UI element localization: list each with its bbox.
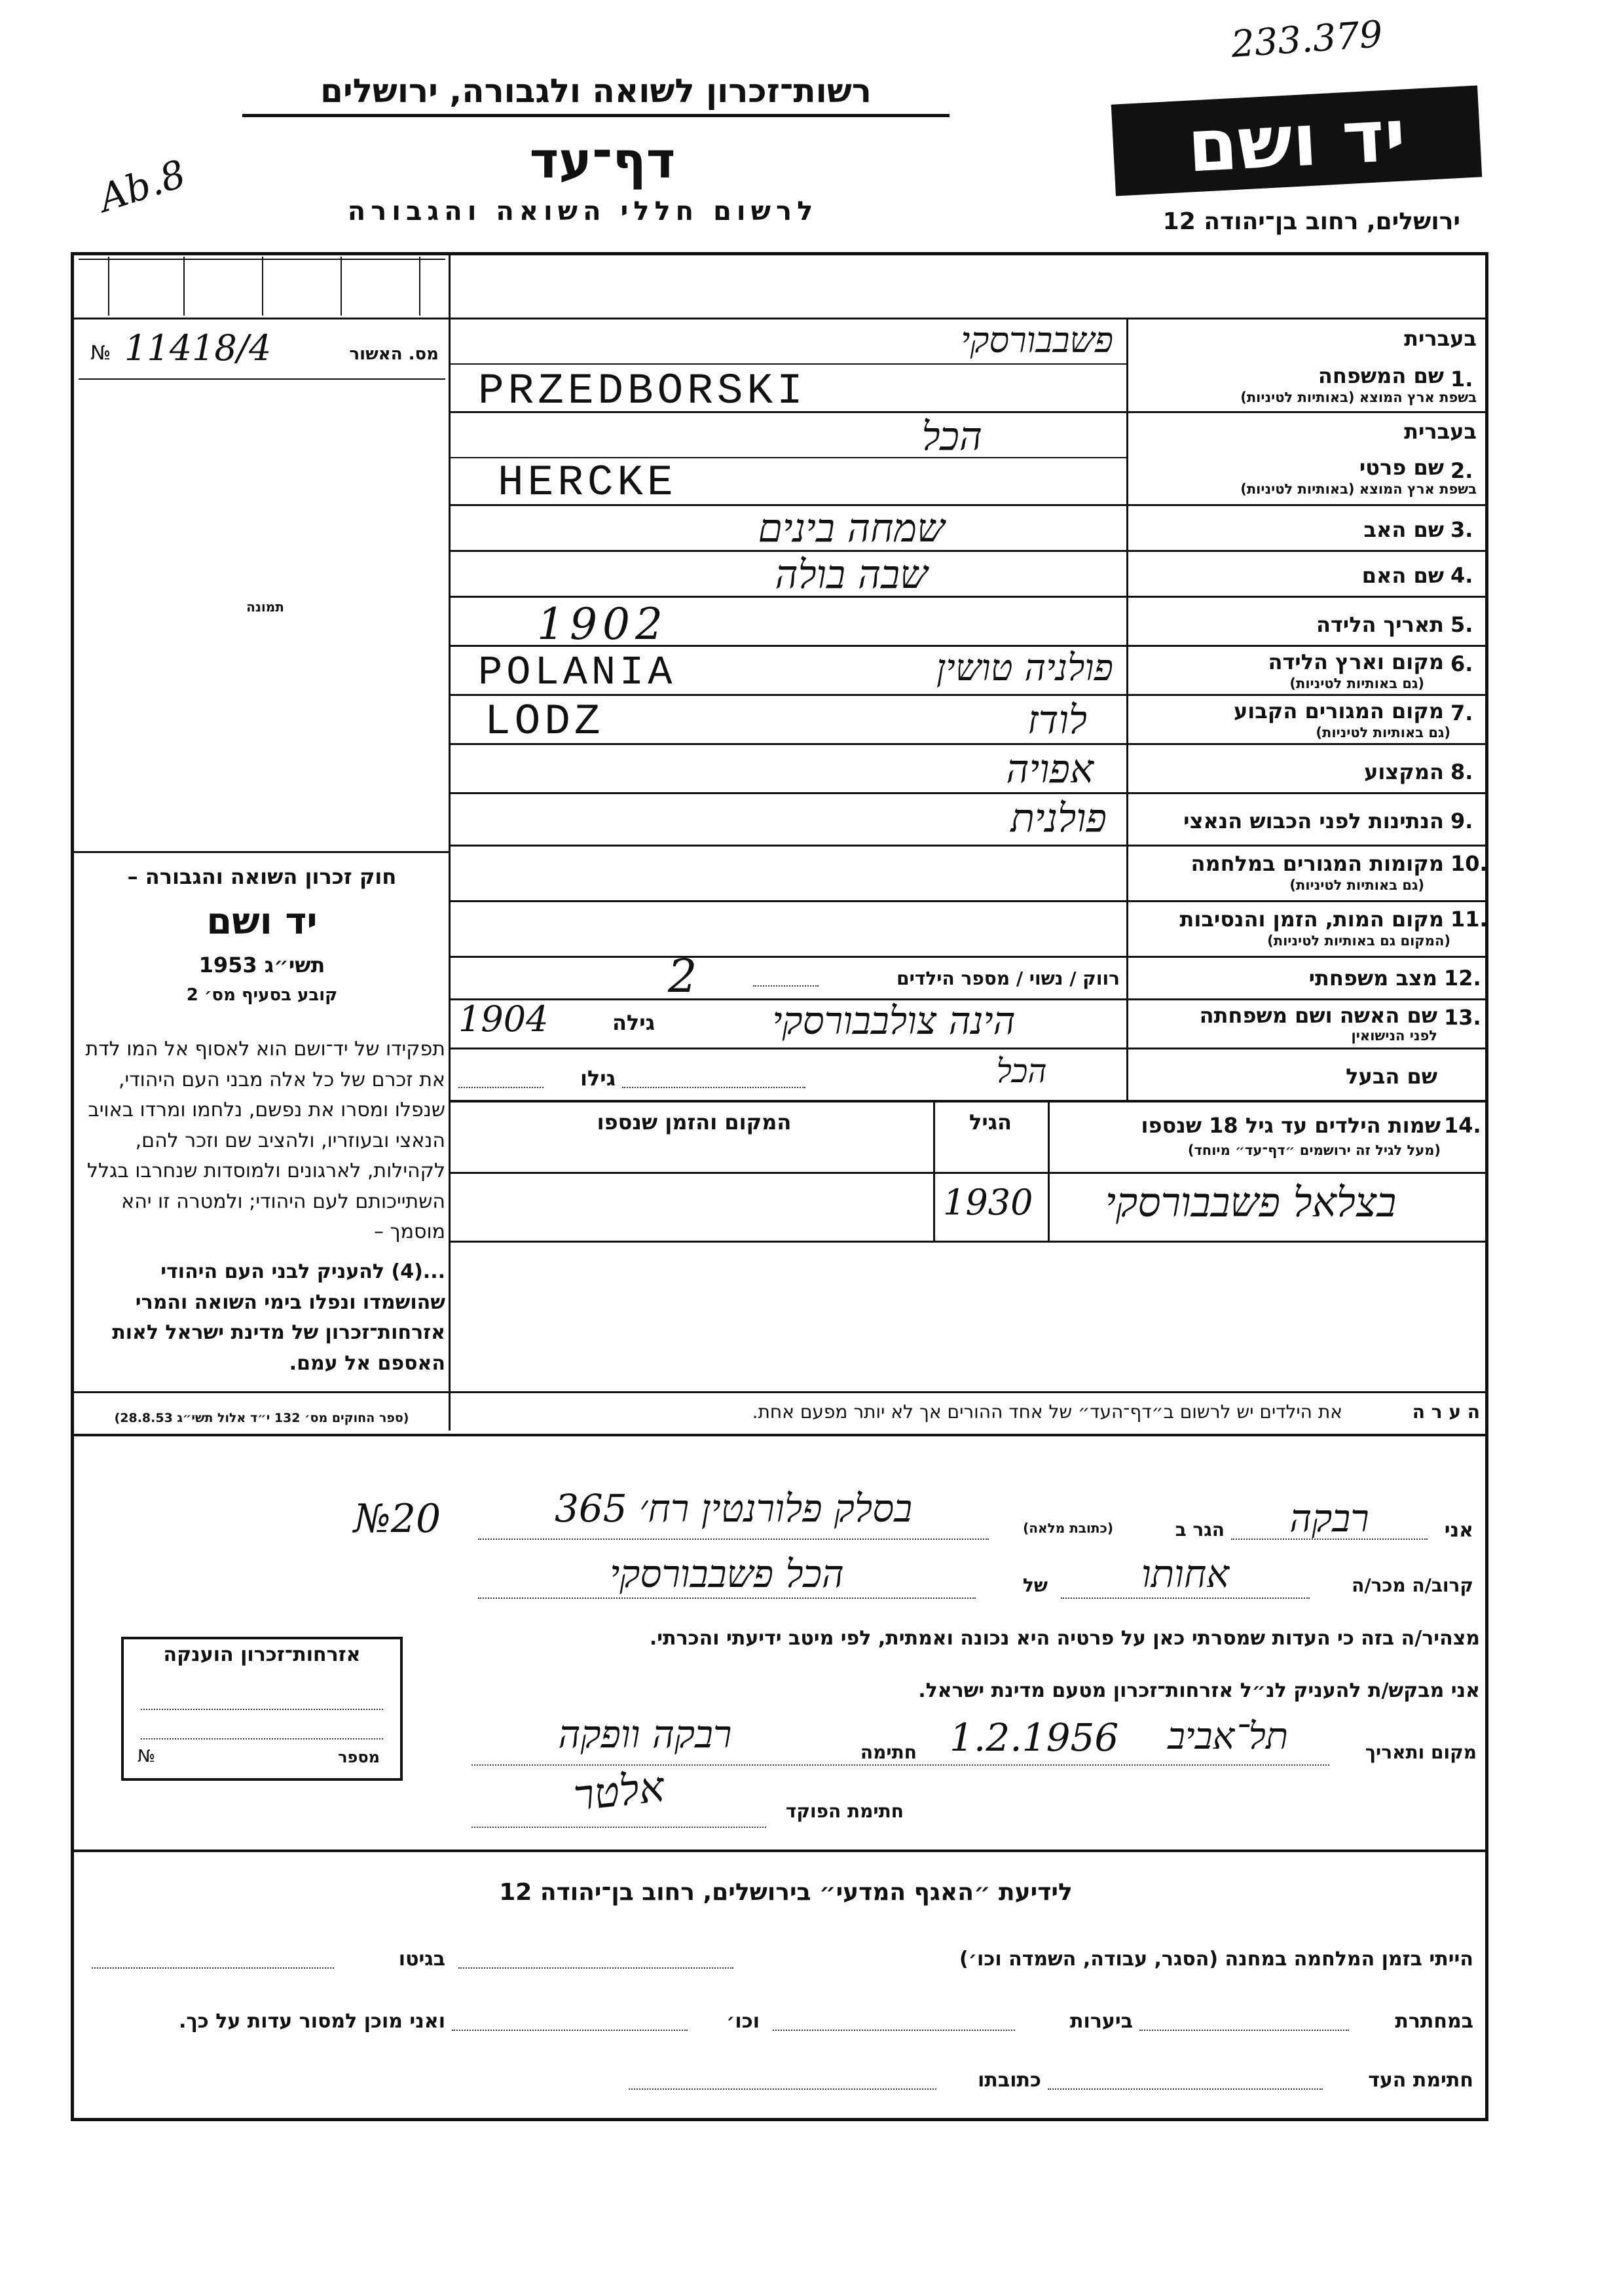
field-13-husband-name: הכל [996,1052,1047,1090]
relation: אחותו [1141,1552,1230,1596]
child-age: 1930 [943,1182,1033,1223]
dotted-line [92,1967,334,1969]
field-6-number: 6. [1450,651,1473,676]
dotted-line [753,985,819,987]
dotted-line [458,1087,544,1088]
law-box-top [71,851,451,853]
field-9-number: 9. [1450,809,1473,833]
field-3-label: שם האב [1363,517,1444,542]
field-2-number: 2. [1450,458,1473,483]
top-row-divider [71,318,1488,319]
field-12-label: מצב משפחתי [1308,966,1437,991]
label-column-divider [1126,318,1128,1100]
field-11-label: מקום המות, הזמן והנסיבות [1179,907,1444,932]
citizenship-number-symbol: № [138,1747,156,1766]
field-1-sub: בשפת ארץ המוצא (באותיות לטיניות) [1240,390,1477,405]
field-2-lang-label: בעברית [1404,419,1477,444]
row-line [451,1241,1488,1243]
field-7-value: לודז [1027,697,1087,743]
declaration-place: תל־אביב [1167,1715,1289,1758]
field-11-sub: (המקום גם באותיות לטיניות) [1267,933,1450,949]
law-paragraph-1: תפקידו של יד־ושם הוא לאסוף אל המו לדת את זכרם של כל אלה מבני העם היהודי, שנפלו ומסרו את נפשם, נלחמו ומרדו באויב הנאצי ובעוזריו, ולהציב שם וזכר להם, לקהילות, לארגונים ולמוסדות שנחרבו בגלל השתייכותם לעם היהודי; ולמטרה זו יהא מוסמך – [85,1038,445,1243]
row-line [451,956,1488,958]
row-line [71,1391,1488,1393]
dotted-line [1139,2030,1349,2031]
footer-line-3-a: חתימת העד [1368,2069,1473,2092]
field-13-husband-label: שם הבעל [1346,1064,1437,1089]
row-line [451,792,1488,794]
relation-label: קרוב/ה מכר/ה [1352,1575,1473,1596]
field-13-sub: לפני הנישואין [1351,1028,1437,1044]
dotted-line [141,1709,383,1710]
field-13-number: 13. [1444,1005,1481,1030]
row-line [451,900,1488,902]
field-13-wife-name: הינה צולבבורסקי [772,998,1016,1043]
field-12-status-label: רווק / נשוי / מספר הילדים [896,968,1120,989]
note-text: את הילדים יש לרשום ב״דף־העד״ של אחד ההורים אך לא יותר מפעם אחת. [752,1401,1342,1423]
law-citation: (ספר החוקים מס׳ 132 י״ד אלול תשי״ג 28.8.53) [114,1411,409,1425]
field-1-hebrew-value: פשבבורסקי [961,319,1113,361]
authority-name: רשות־זכרון לשואה ולגבורה, ירושלים [242,72,950,117]
field-14-number: 14. [1444,1113,1481,1138]
official-signature-label: חתימת הפוקד [785,1800,904,1822]
dotted-line [1061,1597,1310,1599]
official-signature: אלטר [571,1762,667,1821]
field-1-latin-value: PRZEDBORSKI [478,367,807,416]
field-8-label: המקצוע [1364,759,1444,784]
relation-of: של [1022,1575,1048,1596]
field-8-value: אפויה [1006,746,1094,792]
dotted-line [1048,2088,1323,2090]
dotted-line [622,1087,805,1088]
field-4-label: שם האם [1361,563,1444,588]
field-13-label: שם האשה ושם משפחתה [1199,1003,1437,1028]
field-9-value: פולנית [1010,795,1107,841]
field-5-label: תאריך הלידה [1316,612,1444,637]
declaration-statement-1: מצהיר/ה בזה כי העדות שמסרתי כאן על פרטיה היא נכונה ואמתית, לפי מיטב ידיעתי והכרתי. [649,1627,1480,1650]
field-2-sub: בשפת ארץ המוצא (באותיות לטיניות) [1240,481,1477,497]
field-9-label: הנתינות לפני הכבוש הנאצי [1183,809,1444,833]
field-6-latin-value: POLANIA [478,649,676,696]
tick [262,257,263,316]
declaration-statement-2: אני מבקש/ת להעניק לנ״ל אזרחות־זכרון מטעם מדינת ישראל. [918,1679,1480,1702]
dotted-line [773,2030,1015,2031]
dotted-line [471,1827,766,1828]
field-13-wife-age: 1904 [458,998,549,1040]
address-number: №20 [354,1496,441,1542]
field-13-age-label: גילה [612,1010,655,1035]
column-divider [449,252,451,1430]
footer-line-3-b: כתובתו [978,2069,1041,2092]
declaration-address-hint: (כתובת מלאה) [1023,1520,1113,1536]
field-6-sub: (גם באותיות לטיניות) [1289,676,1424,691]
approval-number: 11418/4 [124,327,272,369]
field-11-number: 11. [1450,907,1488,932]
declaration-middle: הגר ב [1175,1519,1225,1540]
row-line [451,845,1488,847]
field-14-sub: (מעל לגיל זה ירושמים ״דף־עד״ מיוחד) [1187,1142,1441,1158]
field-14-place-header: המקום והזמן שנספו [597,1110,792,1135]
field-12-number: 12. [1444,966,1481,991]
field-10-number: 10. [1450,851,1488,876]
law-name: יד ושם [206,900,318,943]
footer-line-2-d: ואני מוכן למסור עדות על כך. [179,2010,445,2033]
field-2-hebrew-value: הכל [921,414,982,460]
row-line [451,363,1128,365]
dotted-line [458,1967,733,1969]
dotted-line [471,1764,1329,1766]
field-7-sub: (גם באותיות לטיניות) [1316,725,1450,740]
dotted-line [629,2088,936,2090]
field-7-label: מקום המגורים הקבוע [1233,699,1444,723]
field-4-number: 4. [1450,563,1473,588]
place-date-label: מקום ותאריך [1365,1741,1477,1763]
form-title: דף־עד [529,131,676,189]
archive-number: 233.379 [1230,13,1384,66]
address: ירושלים, רחוב בן־יהודה 12 [1162,208,1460,235]
footer-line-2-c: וכו׳ [726,2010,760,2033]
row-line [451,1172,1488,1174]
declaration-prefix: אני [1444,1519,1473,1542]
dotted-line [1231,1539,1428,1540]
dotted-line [452,2030,688,2031]
form-subtitle: לרשום חללי השואה והגבורה [347,196,819,227]
field-10-sub: (גם באותיות לטיניות) [1289,877,1424,893]
yad-vashem-logo: יד ושם [1111,85,1483,196]
field-7-latin-value: LODZ [485,697,604,746]
footer-line-2-b: ביערות [1070,2010,1133,2033]
field-14-age-header: הגיל [969,1110,1012,1135]
tick [419,257,420,316]
law-year: תשי״ג 1953 [198,953,325,977]
field-12-children-count: 2 [668,949,697,1003]
approval-label: מס. האשור [349,344,439,364]
relation-target: הכל פשבבורסקי [610,1552,844,1596]
footer-line-1-end: בגיטו [398,1948,445,1971]
signature-label: חתימה [860,1741,917,1763]
dotted-line [478,1597,976,1599]
field-1-lang-label: בעברית [1404,326,1477,351]
field-10-label: מקומות המגורים במלחמה [1190,851,1444,876]
field-6-label: מקום וארץ הלידה [1268,649,1444,674]
citizenship-title: אזרחות־זכרון הוענקה [163,1643,361,1666]
field-4-value: שבה בולה [775,552,928,598]
dotted-line [478,1539,989,1540]
row-line [71,1850,1488,1852]
row-line [451,743,1488,745]
approval-symbol: № [90,342,111,365]
law-clause: קובע בסעיף מס׳ 2 [186,985,338,1005]
row-line [451,1100,1488,1102]
field-3-value: שמחה בינים [758,505,945,551]
law-paragraph-2: ...(4) להעניק לבני העם היהודי שהושמדו ונפלו בימי השואה והמרי אזרחות־זכרון של מדינת ישראל לאות האספם אל עמם. [112,1260,445,1375]
tick [108,257,109,316]
field-2-latin-value: HERCKE [498,458,677,507]
field-1-label: שם המשפחה [1318,363,1444,388]
declaration-date: 1.2.1956 [950,1715,1119,1760]
footer-title: לידיעת ״האגף המדעי״ בירושלים, רחוב בן־יהודה 12 [499,1879,1073,1906]
declarant-address: בסלק פלורנטין רח׳ 365 [554,1486,913,1531]
tick [183,257,185,316]
field-1-number: 1. [1450,367,1473,392]
tick [341,257,342,316]
photo-label: תמונה [246,599,284,615]
row-line [451,1048,1488,1049]
field-6-value: פולניה טושין [936,647,1113,689]
field-14-label: שמות הילדים עד גיל 18 שנספו [1141,1113,1441,1138]
field-5-number: 5. [1450,612,1473,637]
field-2-label: שם פרטי [1359,455,1444,480]
footer-line-2-a: במחתרת [1395,2010,1473,2033]
footer-line-1: הייתי בזמן המלחמה במחנה (הסגר, עבודה, השמדה וכו׳) [959,1948,1473,1971]
declarant-name: רבקה [1289,1496,1369,1540]
field-3-number: 3. [1450,517,1473,542]
field-13-husband-age-label: גילו [580,1066,616,1091]
field-5-value: 1902 [537,599,668,649]
declarant-signature: רבקה וופקה [558,1712,732,1757]
child-name: בצלאל פשבבורסקי [1105,1178,1397,1226]
note-label: ה ע ר ה [1412,1401,1480,1423]
margin-note: Ab.8 [93,151,191,221]
field-8-number: 8. [1450,759,1473,784]
row-line [71,1434,1488,1436]
field-7-number: 7. [1450,701,1473,725]
dotted-line [141,1738,383,1740]
citizenship-number-label: מספר [338,1748,380,1766]
law-title: חוק זכרון השואה והגבורה – [127,864,397,889]
